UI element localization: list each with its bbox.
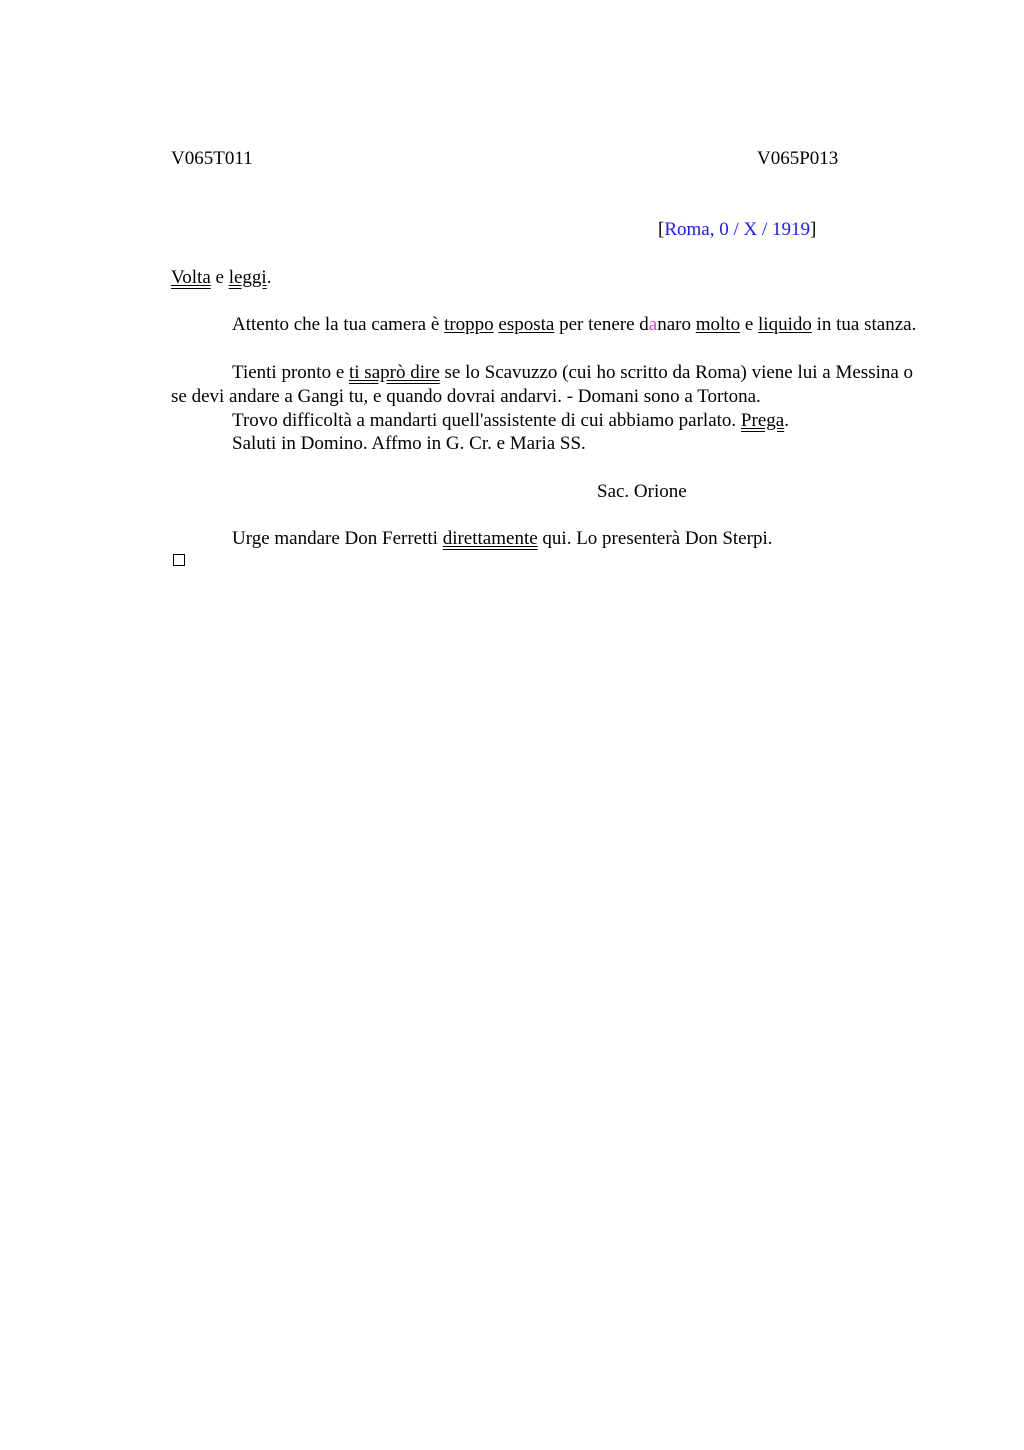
document-code-right: V065P013 — [757, 148, 839, 169]
document-code-left: V065T011 — [171, 148, 253, 169]
postscript — [171, 527, 931, 551]
note-line — [171, 266, 271, 290]
p1-text-1: Attento che la tua camera è — [232, 314, 445, 335]
signature: Sac. Orione — [597, 481, 687, 502]
note-text: e — [210, 267, 229, 288]
p1-text-5: in tua stanza. — [811, 314, 917, 335]
paragraph-3 — [171, 409, 931, 433]
paragraph-4 — [171, 432, 931, 456]
ps-underlined-direttamente: direttamente — [442, 528, 538, 549]
date-bracket-open: [ — [658, 219, 665, 240]
p1-underlined-molto: molto — [695, 314, 741, 335]
p3-underlined-prega: Prega — [740, 410, 785, 431]
paragraph-2 — [171, 361, 931, 409]
p4-text-1: Saluti in Domino. Affmo in G. Cr. e Maria SS. — [232, 433, 586, 454]
date-line — [658, 218, 816, 242]
p1-underlined-esposta: esposta — [498, 314, 555, 335]
note-word-leggi: leggi — [228, 267, 267, 288]
note-word-volta: Volta — [171, 267, 211, 288]
p2-text-1: Tienti pronto e — [232, 362, 349, 383]
end-checkbox-icon — [173, 554, 185, 566]
p1-text-3: naro — [657, 314, 696, 335]
p1-underlined-liquido: liquido — [758, 314, 812, 335]
date-bracket-close: ] — [810, 219, 817, 240]
date-text: Roma, 0 / X / 1919 — [664, 219, 810, 240]
p1-text-4: e — [740, 314, 759, 335]
ps-text-2: qui. Lo presenterà Don Sterpi. — [537, 528, 773, 549]
p3-text-1: Trovo difficoltà a mandarti quell'assistente di cui abbiamo parlato. — [232, 410, 741, 431]
paragraph-1 — [171, 313, 931, 337]
p3-text-2: . — [784, 410, 789, 431]
p1-text-2: per tenere d — [554, 314, 649, 335]
p2-text-2: se lo Scavuzzo (cui ho scritto da Roma) viene lui a Messina o se devi andare a Gangi tu, e quando dovrai andarvi. - Domani sono a Tortona. — [171, 362, 914, 407]
p1-underlined-troppo: troppo — [444, 314, 494, 335]
p1-highlighted-letter: a — [648, 314, 658, 335]
p2-underlined-ti-sapro-dire: ti saprò dire — [349, 362, 440, 383]
ps-text-1: Urge mandare Don Ferretti — [232, 528, 443, 549]
note-period: . — [266, 267, 272, 288]
